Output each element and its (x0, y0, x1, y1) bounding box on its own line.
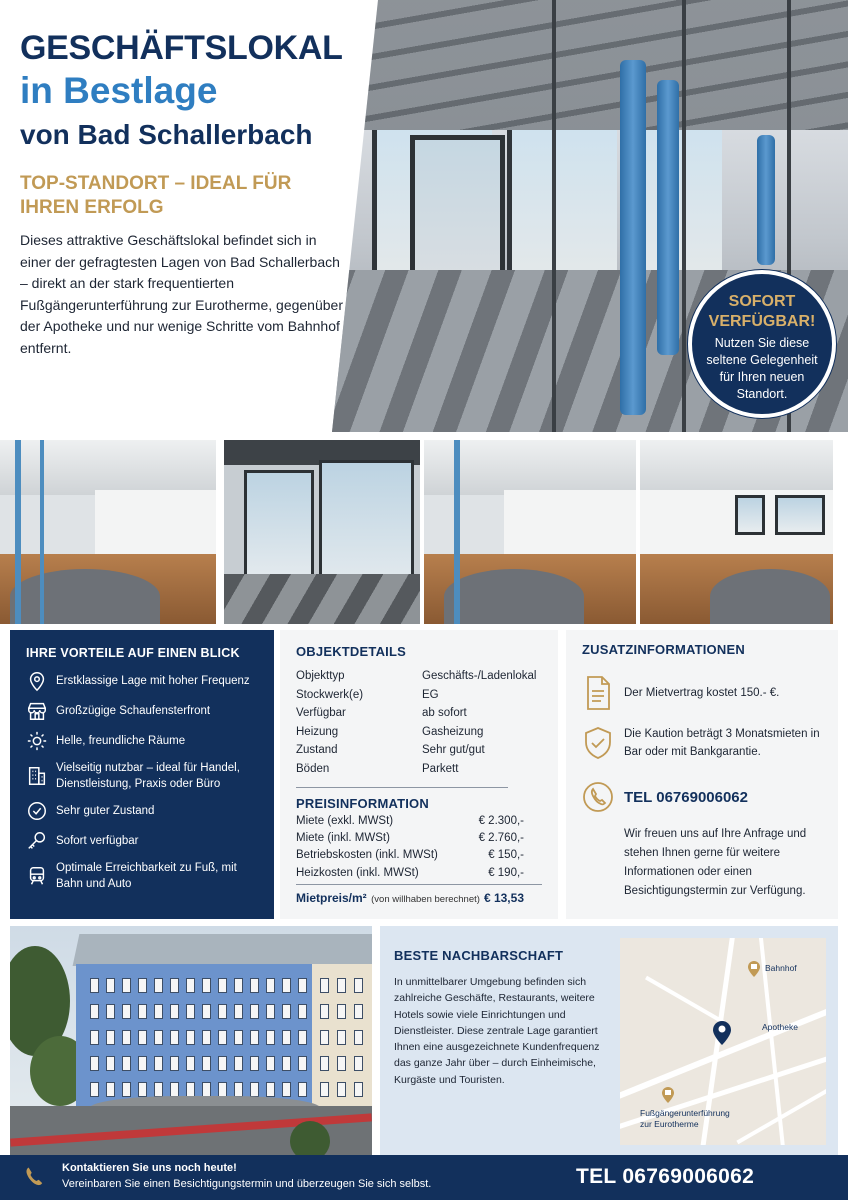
detail-value: Sehr gut/gut (422, 744, 485, 757)
title-line-1: GESCHÄFTSLOKAL (20, 29, 343, 67)
advantage-text: Erstklassige Lage mit hoher Frequenz (56, 675, 250, 687)
advantage-text: Sehr guter Zustand (56, 805, 155, 817)
detail-row (296, 741, 542, 760)
price-value: € 190,- (488, 866, 524, 879)
storefront-icon (26, 700, 48, 722)
additional-info-title: ZUSATZINFORMATIONEN (582, 642, 745, 657)
detail-value: Geschäfts-/Ladenlokal (422, 670, 537, 682)
phone-item[interactable] (582, 779, 822, 815)
advantages-panel (10, 630, 274, 919)
price-value: € 150,- (488, 849, 524, 862)
contact-paragraph: Wir freuen uns auf Ihre Anfrage und stehen Ihnen gerne für weitere Informationen oder einen Besichtigungstermin zur Verfügung. (624, 828, 807, 897)
phone-icon (22, 1165, 46, 1189)
price-label: Miete (exkl. MWSt) (296, 814, 394, 827)
advantage-text: Großzügige Schaufensterfront (56, 705, 211, 717)
gallery-photo-4 (640, 440, 833, 624)
availability-badge (688, 270, 836, 418)
hero-text (20, 30, 350, 359)
badge-text: Nutzen Sie diese seltene Gelegenheit für Ihren neuen Standort. (706, 336, 818, 401)
neighborhood-title: BESTE NACHBARSCHAFT (394, 948, 564, 963)
badge-title-2: VERFÜGBAR! (708, 313, 816, 330)
advantage-item (26, 800, 258, 822)
gallery-photo-1 (0, 440, 216, 624)
detail-value: Parkett (422, 762, 459, 775)
advantage-item (26, 860, 258, 892)
price-per-m2-label: Mietpreis/m² (296, 891, 367, 906)
advantage-item (26, 670, 258, 692)
underpass-label-2: zur Eurotherme (640, 1119, 699, 1129)
location-marker-icon[interactable] (711, 1018, 733, 1046)
building-photo (10, 926, 372, 1155)
object-details-panel (280, 630, 558, 919)
advantages-title: IHRE VORTEILE AUF EINEN BLICK (26, 646, 240, 660)
advantage-item (26, 760, 258, 792)
additional-info-panel (566, 630, 838, 919)
underpass-label-1: Fußgängerunterführung (640, 1108, 730, 1118)
title-line-2: in Bestlage (20, 70, 218, 111)
advantage-text: Helle, freundliche Räume (56, 735, 186, 747)
apotheke-label: Apotheke (762, 1022, 798, 1032)
bahnhof-marker-icon[interactable] (746, 960, 762, 978)
price-per-m2-row (296, 884, 542, 907)
detail-value: EG (422, 688, 439, 701)
title-line-3: von Bad Schallerbach (20, 119, 313, 150)
price-row (296, 865, 542, 882)
intro-text: Dieses attraktive Geschäftslokal befindet sich in einer der gefragtesten Lagen von Bad Schallerbach – direkt an der stark frequentierten Fußgängerunterführung zur Eurotherme, gegenüber der Apotheke und nur wenige Schritte vom Bahnhof entfernt. (20, 232, 343, 356)
detail-row (296, 704, 542, 723)
phone-icon (582, 779, 614, 815)
location-map[interactable] (620, 938, 826, 1145)
hero-section (0, 0, 848, 432)
bahnhof-label: Bahnhof (765, 963, 797, 973)
price-row (296, 847, 542, 864)
price-per-m2-value: € 13,53 (483, 891, 524, 906)
detail-label: Heizung (296, 725, 339, 738)
contract-cost-text: Der Mietvertrag kostet 150.- €. (624, 687, 780, 699)
location-pin-icon (26, 670, 48, 692)
underpass-marker-icon[interactable] (660, 1086, 676, 1104)
gallery-photo-2 (224, 440, 420, 624)
footer-bar (0, 1155, 848, 1200)
detail-label: Stockwerk(e) (296, 688, 364, 701)
footer-phone-number[interactable]: TEL 06769006062 (576, 1165, 755, 1188)
check-circle-icon (26, 800, 48, 822)
footer-title: Kontaktieren Sie uns noch heute! (62, 1162, 237, 1174)
deposit-text: Die Kaution beträgt 3 Monatsmieten in Bar oder mit Bankgarantie. (624, 728, 820, 758)
building-icon (26, 765, 48, 787)
sun-icon (26, 730, 48, 752)
additional-info-item (582, 675, 822, 711)
detail-label: Verfügbar (296, 707, 346, 720)
detail-row (296, 723, 542, 742)
divider (296, 787, 508, 788)
detail-label: Böden (296, 762, 330, 775)
price-label: Miete (inkl. MWSt) (296, 831, 390, 844)
price-value: € 2.760,- (478, 831, 524, 844)
advantage-text: Vielseitig nutzbar – ideal für Handel, Dienstleistung, Praxis oder Büro (56, 762, 240, 790)
advantage-text: Sofort verfügbar (56, 835, 139, 847)
price-row (296, 813, 542, 830)
price-value: € 2.300,- (478, 814, 524, 827)
detail-label: Objekttyp (296, 670, 345, 682)
object-details-title: OBJEKTDETAILS (296, 644, 406, 659)
train-icon (26, 865, 48, 887)
advantage-item (26, 700, 258, 722)
price-info-title: PREISINFORMATION (296, 795, 429, 811)
document-icon (582, 675, 614, 711)
footer-subtitle: Vereinbaren Sie einen Besichtigungstermin und überzeugen Sie sich selbst. (62, 1178, 432, 1190)
advantage-text: Optimale Erreichbarkeit zu Fuß, mit Bahn und Auto (56, 862, 237, 890)
detail-row (296, 760, 542, 779)
price-row (296, 830, 542, 847)
phone-number[interactable]: TEL 06769006062 (624, 788, 748, 806)
price-per-m2-note: (von willhaben berechnet) (371, 894, 480, 906)
tagline: TOP-STANDORT – IDEAL FÜR IHREN ERFOLG (20, 173, 292, 218)
detail-row (296, 686, 542, 705)
advantage-item (26, 730, 258, 752)
shield-check-icon (582, 725, 614, 761)
detail-row (296, 667, 542, 686)
additional-info-item (582, 725, 822, 761)
key-icon (26, 830, 48, 852)
gallery-photo-3 (424, 440, 636, 624)
badge-title-1: SOFORT (728, 293, 796, 310)
detail-value: Gasheizung (422, 725, 484, 738)
neighborhood-panel (380, 926, 838, 1155)
neighborhood-text: In unmittelbarer Umgebung befinden sich zahlreiche Geschäfte, Restaurants, weitere Hotels sowie viele Einrichtungen und Dienstleister. Diese zentrale Lage garantiert Ihnen eine ausgezeichnete Kundenfrequenz das ganze Jahr über – durch Einheimische, Kurgäste und Touristen. (394, 976, 600, 1086)
advantage-item (26, 830, 258, 852)
detail-label: Zustand (296, 744, 338, 757)
detail-value: ab sofort (422, 707, 467, 720)
photo-gallery (0, 440, 848, 624)
price-label: Heizkosten (inkl. MWSt) (296, 866, 419, 879)
price-label: Betriebskosten (inkl. MWSt) (296, 849, 438, 862)
